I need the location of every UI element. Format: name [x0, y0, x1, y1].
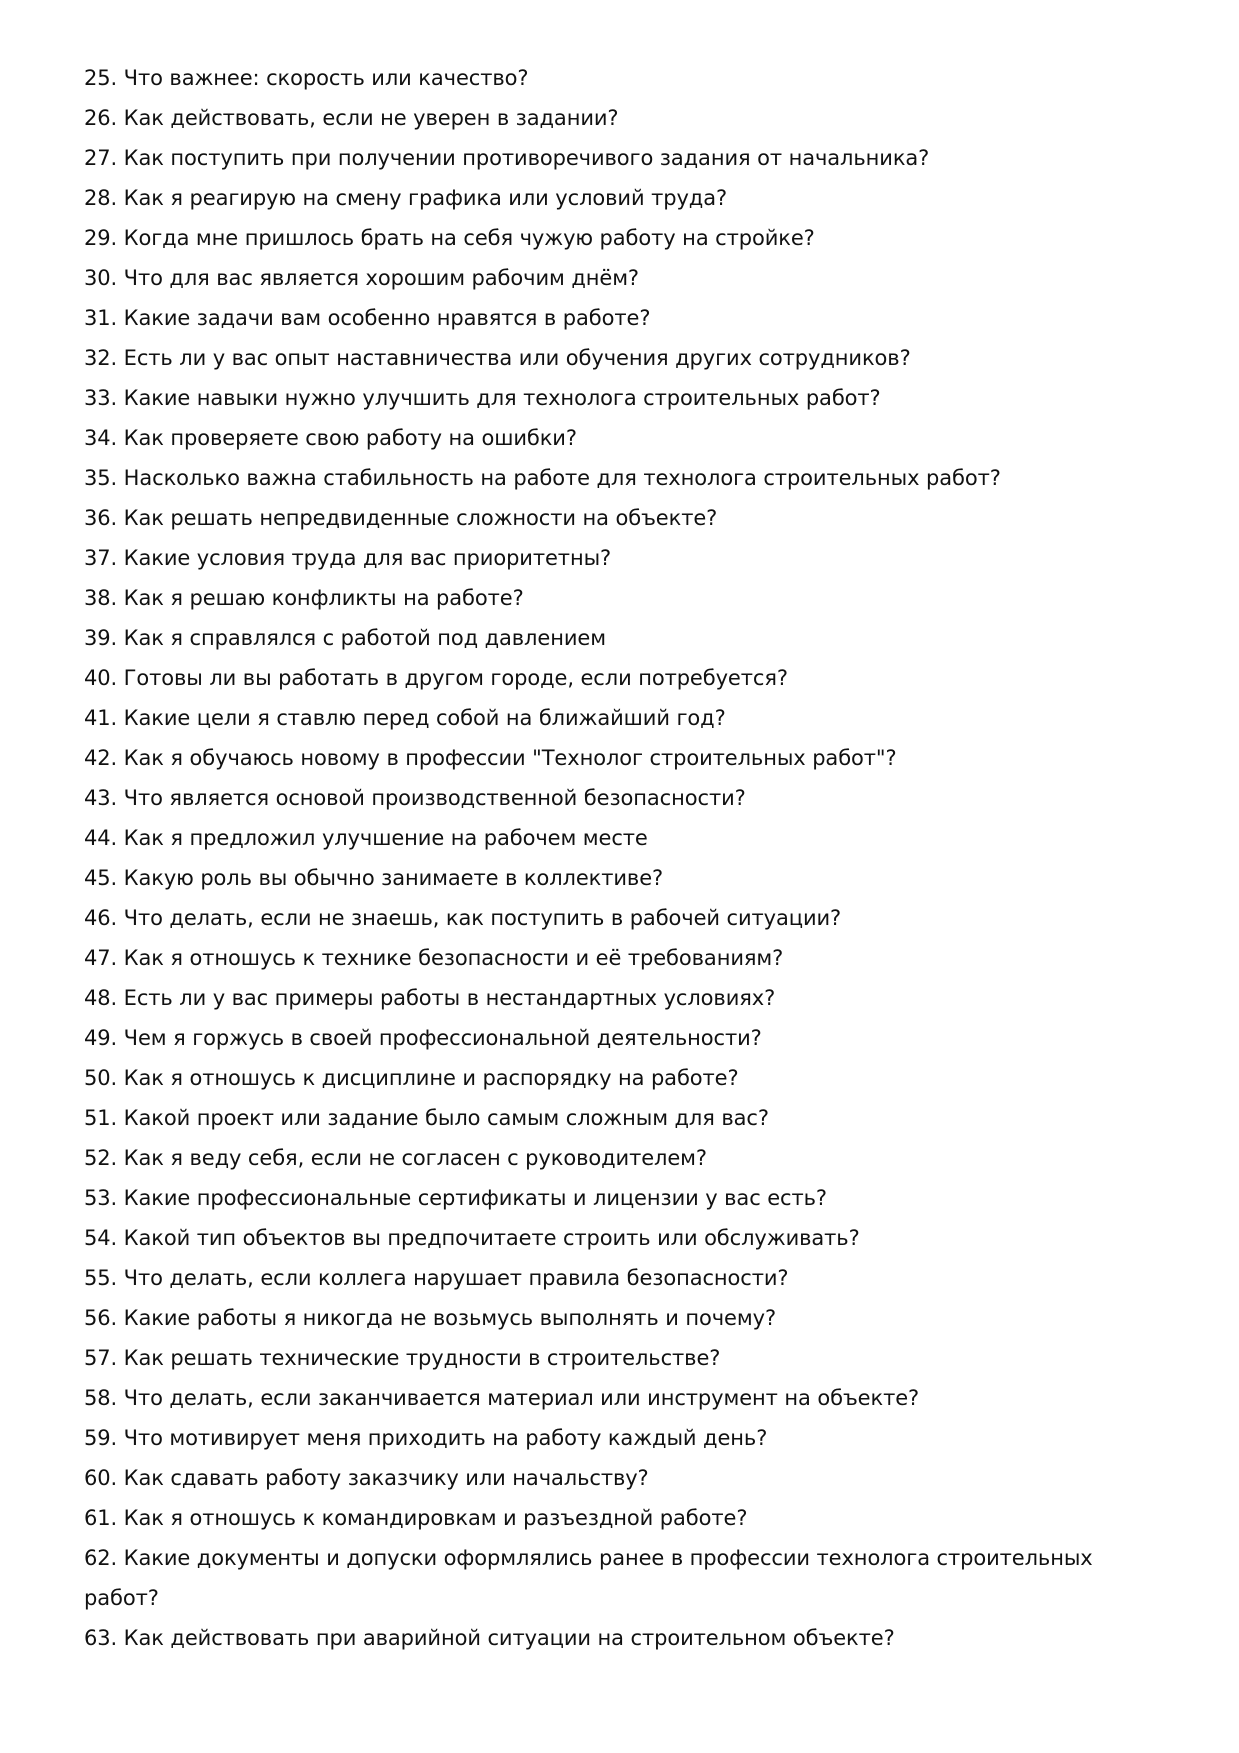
question-item: 40. Готовы ли вы работать в другом городе, если потребуется?: [84, 666, 788, 690]
question-item: 61. Как я отношусь к командировкам и разъездной работе?: [84, 1506, 748, 1530]
question-item: 31. Какие задачи вам особенно нравятся в работе?: [84, 306, 651, 330]
question-list: [84, 58, 1164, 1658]
question-item: 44. Как я предложил улучшение на рабочем месте: [84, 826, 648, 850]
question-item: 49. Чем я горжусь в своей профессиональной деятельности?: [84, 1026, 762, 1050]
question-item: 63. Как действовать при аварийной ситуации на строительном объекте?: [84, 1626, 895, 1650]
question-item: 39. Как я справлялся с работой под давлением: [84, 626, 606, 650]
question-item: 45. Какую роль вы обычно занимаете в коллективе?: [84, 866, 664, 890]
question-item: 58. Что делать, если заканчивается материал или инструмент на объекте?: [84, 1386, 920, 1410]
question-item: 25. Что важнее: скорость или качество?: [84, 66, 529, 90]
question-item: 28. Как я реагирую на смену графика или условий труда?: [84, 186, 728, 210]
question-item: 60. Как сдавать работу заказчику или начальству?: [84, 1466, 649, 1490]
question-item: 41. Какие цели я ставлю перед собой на ближайший год?: [84, 706, 726, 730]
question-item: 59. Что мотивирует меня приходить на работу каждый день?: [84, 1426, 768, 1450]
question-item: 47. Как я отношусь к технике безопасности и её требованиям?: [84, 946, 784, 970]
question-item: 32. Есть ли у вас опыт наставничества или обучения других сотрудников?: [84, 346, 911, 370]
question-item: 27. Как поступить при получении противоречивого задания от начальника?: [84, 146, 930, 170]
question-item: 56. Какие работы я никогда не возьмусь выполнять и почему?: [84, 1306, 776, 1330]
question-item: 26. Как действовать, если не уверен в задании?: [84, 106, 619, 130]
question-item: 53. Какие профессиональные сертификаты и лицензии у вас есть?: [84, 1186, 827, 1210]
question-item: 42. Как я обучаюсь новому в профессии "Технолог строительных работ"?: [84, 746, 897, 770]
question-item: 54. Какой тип объектов вы предпочитаете строить или обслуживать?: [84, 1226, 860, 1250]
question-item: 43. Что является основой производственной безопасности?: [84, 786, 746, 810]
question-item: 55. Что делать, если коллега нарушает правила безопасности?: [84, 1266, 789, 1290]
question-item: 52. Как я веду себя, если не согласен с руководителем?: [84, 1146, 707, 1170]
question-item: 33. Какие навыки нужно улучшить для технолога строительных работ?: [84, 386, 881, 410]
question-item: 30. Что для вас является хорошим рабочим днём?: [84, 266, 639, 290]
question-item: 34. Как проверяете свою работу на ошибки?: [84, 426, 577, 450]
question-item: 50. Как я отношусь к дисциплине и распорядку на работе?: [84, 1066, 739, 1090]
question-item: 62. Какие документы и допуски оформлялись ранее в профессии технолога строительных работ?: [84, 1546, 1093, 1610]
question-item: 29. Когда мне пришлось брать на себя чужую работу на стройке?: [84, 226, 815, 250]
question-item: 38. Как я решаю конфликты на работе?: [84, 586, 524, 610]
question-item: 48. Есть ли у вас примеры работы в нестандартных условиях?: [84, 986, 776, 1010]
question-item: 37. Какие условия труда для вас приоритетны?: [84, 546, 612, 570]
question-item: 36. Как решать непредвиденные сложности на объекте?: [84, 506, 718, 530]
question-item: 35. Насколько важна стабильность на работе для технолога строительных работ?: [84, 466, 1001, 490]
question-item: 46. Что делать, если не знаешь, как поступить в рабочей ситуации?: [84, 906, 842, 930]
question-item: 51. Какой проект или задание было самым сложным для вас?: [84, 1106, 769, 1130]
question-item: 57. Как решать технические трудности в строительстве?: [84, 1346, 721, 1370]
